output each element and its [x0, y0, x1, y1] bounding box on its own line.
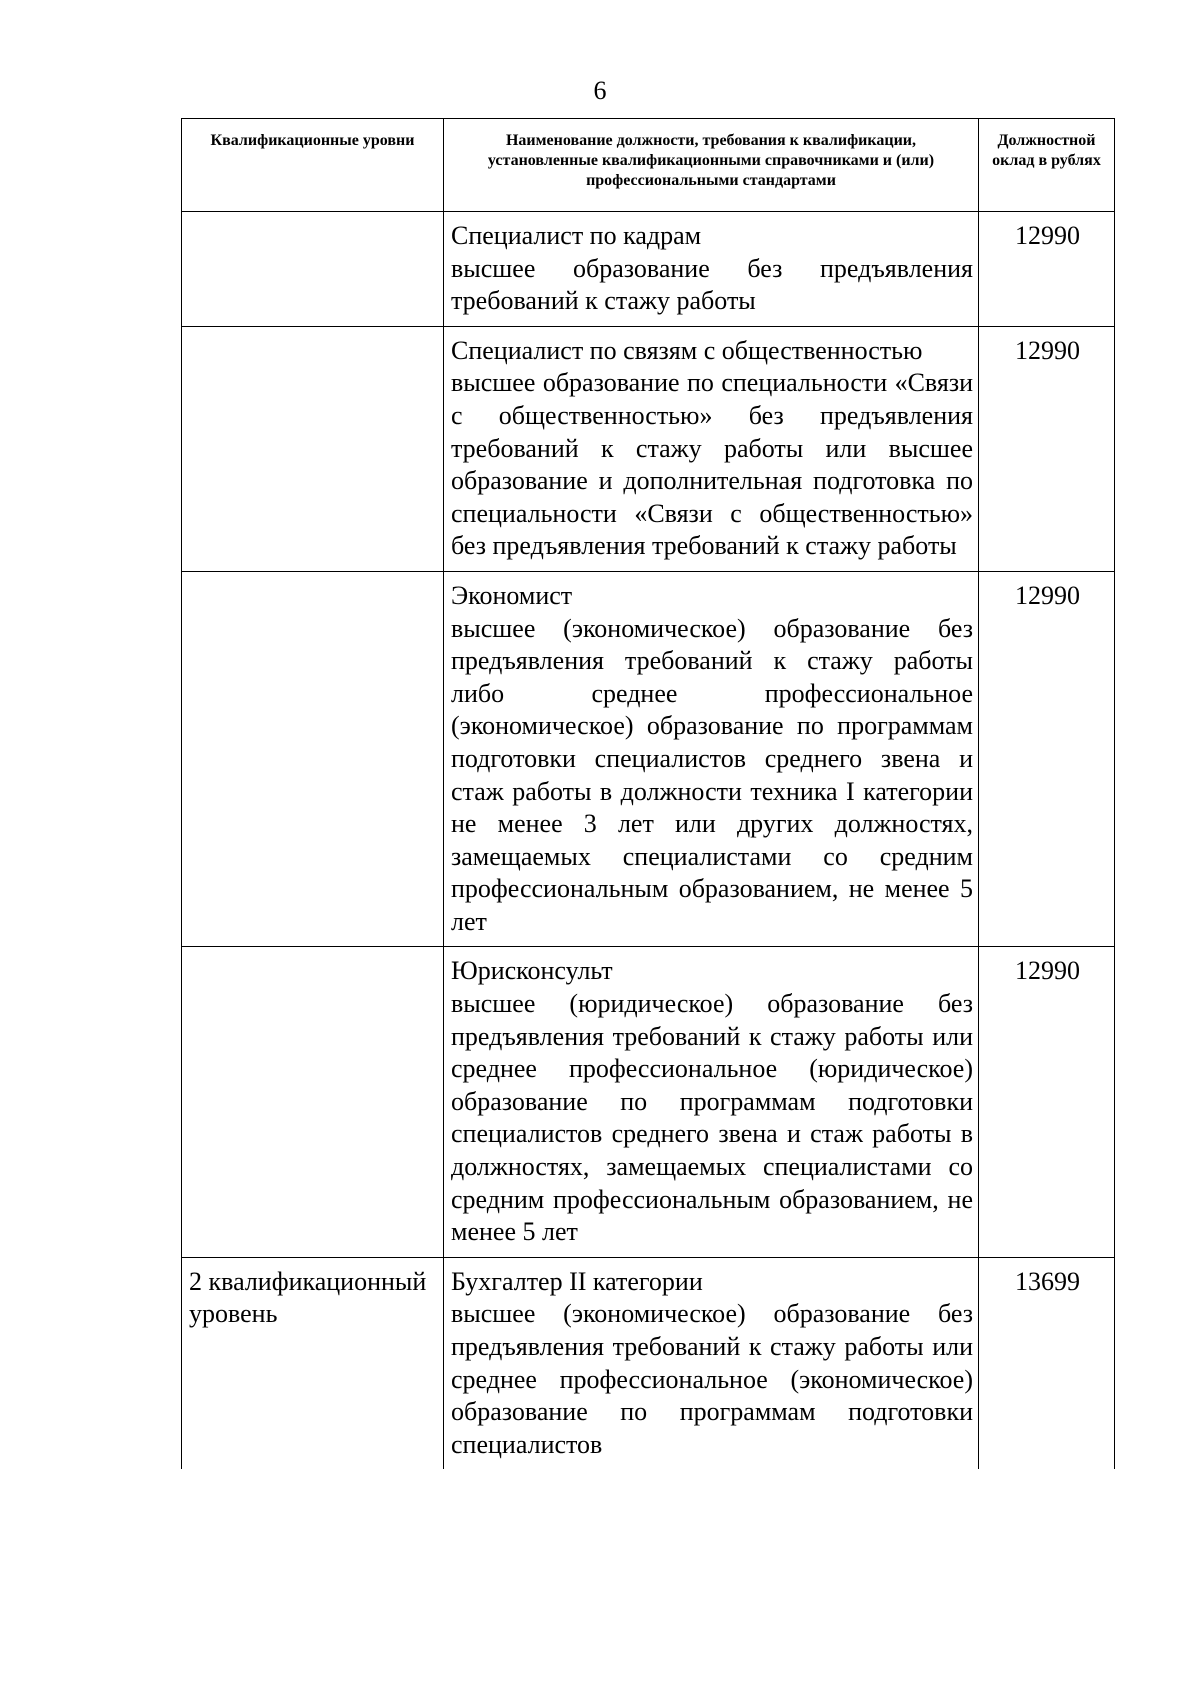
position-requirements: высшее (юридическое) образование без предъявления требований к стажу работы или среднее профессиональное (юридическое) образование по программам подготовки специалистов среднего звена и стаж работы в должностях, замещаемых специалистами со средним профессиональным образованием, не менее 5 лет	[451, 989, 973, 1247]
level-cell: 2 квалификационный уровень	[182, 1257, 444, 1469]
level-cell	[182, 326, 444, 571]
level-cell	[182, 571, 444, 947]
position-title: Юрисконсульт	[451, 956, 613, 986]
table-row	[182, 326, 1115, 571]
table-row	[182, 212, 1115, 327]
level-cell	[182, 212, 444, 327]
position-cell	[444, 326, 979, 571]
position-title: Экономист	[451, 580, 573, 610]
header-salary: Должностной оклад в рублях	[979, 119, 1115, 212]
salary-cell: 12990	[979, 326, 1115, 571]
header-level: Квалификационные уровни	[182, 119, 444, 212]
header-position: Наименование должности, требования к квалификации, установленные квалификационными справочниками и (или) профессиональными стандартами	[444, 119, 979, 212]
level-cell	[182, 947, 444, 1257]
position-requirements: высшее (экономическое) образование без предъявления требований к стажу работы либо среднее профессиональное (экономическое) образование по программам подготовки специалистов среднего звена и стаж работы в должности техника I категории не менее 3 лет или других должностях, замещаемых специалистами со средним профессиональным образованием, не менее 5 лет	[451, 613, 973, 936]
position-requirements: высшее (экономическое) образование без предъявления требований к стажу работы или среднее профессиональное (экономическое) образование по программам подготовки специалистов	[451, 1299, 973, 1459]
table-row	[182, 571, 1115, 947]
position-title: Специалист по кадрам	[451, 221, 702, 250]
position-title: Специалист по связям с общественностью	[451, 335, 923, 365]
position-requirements: высшее образование по специальности «Связи с общественностью» без предъявления требований к стажу работы или высшее образование и дополнительная подготовка по специальности «Связи с общественностью» без предъявления требований к стажу работы	[451, 368, 973, 561]
position-cell	[444, 571, 979, 947]
salary-cell: 12990	[979, 947, 1115, 1257]
table-row	[182, 1257, 1115, 1469]
table-header-row	[182, 119, 1115, 212]
position-cell	[444, 947, 979, 1257]
position-cell	[444, 212, 979, 327]
position-cell	[444, 1257, 979, 1469]
page-number: 6	[593, 76, 607, 105]
qualification-table	[181, 118, 1115, 1469]
salary-cell: 13699	[979, 1257, 1115, 1469]
position-title: Бухгалтер II категории	[451, 1266, 703, 1296]
salary-cell: 12990	[979, 571, 1115, 947]
position-requirements: высшее образование без предъявления требований к стажу работы	[451, 253, 973, 316]
salary-cell: 12990	[979, 212, 1115, 327]
table-row	[182, 947, 1115, 1257]
